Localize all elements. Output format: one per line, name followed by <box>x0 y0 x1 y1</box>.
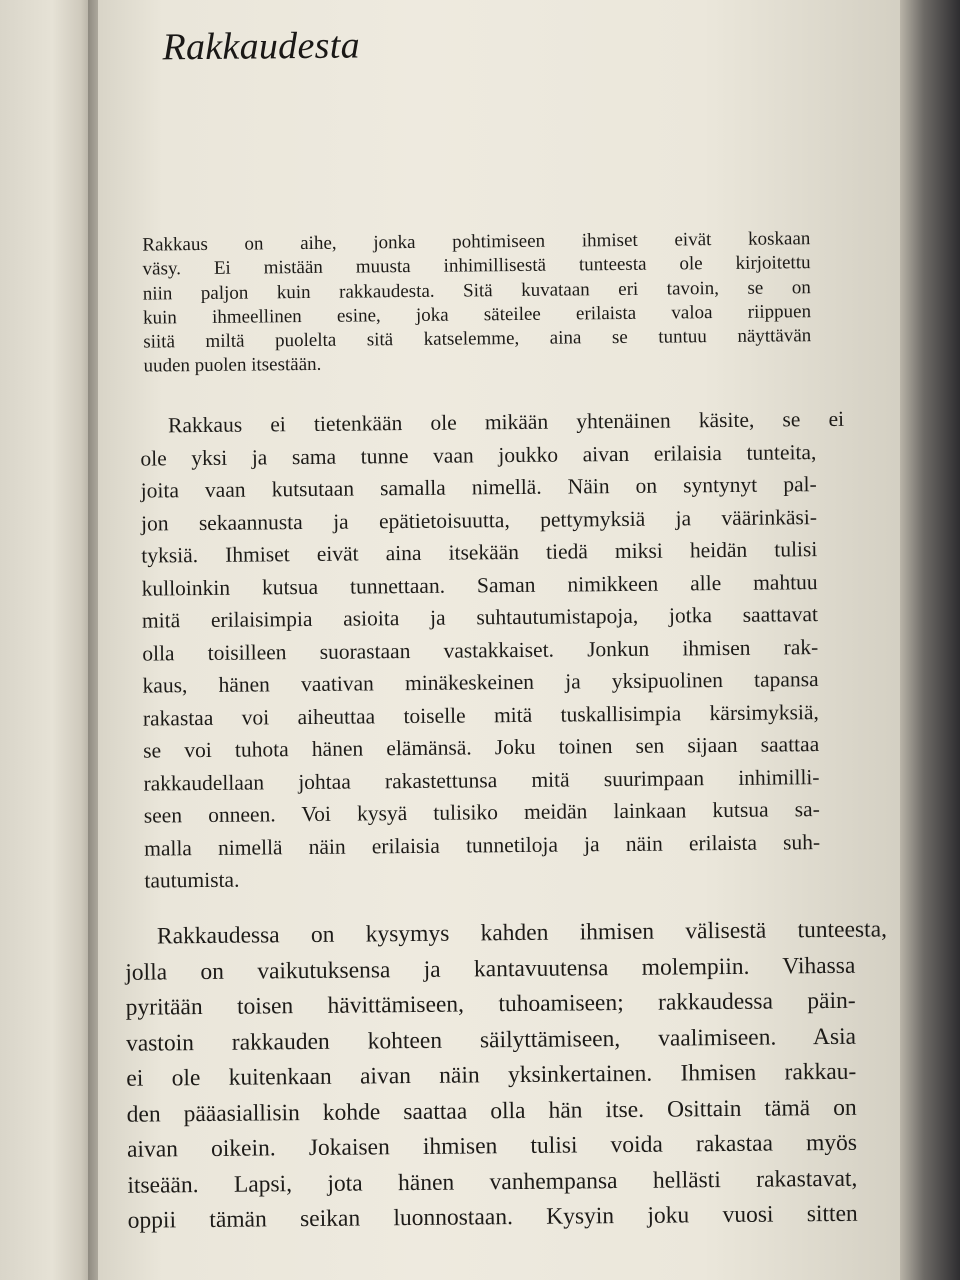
text-line: oppii tämän seikan luonnostaan. Kysyin joku vuosi sitten <box>127 1200 858 1234</box>
text-line: malla nimellä näin erilaisia tunnetiloja ja näin erilaista suh- <box>144 829 821 861</box>
text-line: ole yksi ja sama tunne vaan joukko aivan erilaisia tunteita, <box>140 439 817 471</box>
text-line: ei ole kuitenkaan aivan näin yksinkertainen. Ihmisen rakkau- <box>126 1058 857 1092</box>
text-line: seen onneen. Voi kysyä tulisiko meidän lainkaan kutsua sa- <box>143 797 820 828</box>
text-line: niin paljon kuin rakkaudesta. Sitä kuvataan eri tavoin, se on <box>142 276 811 305</box>
text-line: kaus, hänen vaativan minäkeskeinen ja yksipuolinen tapansa <box>142 667 819 698</box>
text-line: aivan oikein. Jokaisen ihmisen tulisi voida rakastaa myös <box>126 1129 858 1163</box>
text-line: väsy. Ei mistään muusta inhimillisestä tunteesta ole kirjoitettu <box>142 252 811 280</box>
text-line: tautumista. <box>144 867 240 893</box>
body-text <box>125 227 888 1234</box>
paragraph-2 <box>140 403 849 897</box>
text-line: joita vaan kutsutaan samalla nimellä. Näin on syntynyt pal- <box>140 472 817 503</box>
paragraph-1 <box>138 227 839 379</box>
text-line: Rakkaus ei tietenkään ole mikään yhtenäinen käsite, se ei <box>167 406 845 438</box>
paragraph-3 <box>125 912 890 1239</box>
text-line: kuin ihmeellinen esine, joka säteilee erilaista valoa riippuen <box>142 301 812 329</box>
left-page-edge <box>0 0 95 1280</box>
text-line: kulloinkin kutsua tunnettaan. Saman nimikkeen alle mahtuu <box>141 569 818 601</box>
text-line: olla toisilleen suorastaan vastakkaiset. Jonkun ihmisen rak- <box>142 634 819 666</box>
text-line: Rakkaus on aihe, jonka pohtimiseen ihmiset eivät koskaan <box>142 228 811 256</box>
text-line: den pääasiallisin kohde saattaa olla hän itse. Osittain tämä on <box>126 1094 857 1128</box>
chapter-title: Rakkaudesta <box>162 24 361 69</box>
text-line: uuden puolen itsestään. <box>143 354 322 378</box>
text-line: rakkaudellaan johtaa rakastettunsa mitä suurimpaan inhimilli- <box>143 764 820 796</box>
text-line: se voi tuhota hänen elämänsä. Joku toinen sen sijaan saattaa <box>143 732 820 763</box>
text-line: siitä miltä puolelta sitä katselemme, aina se tuntuu näyttävän <box>143 325 812 353</box>
text-line: itseään. Lapsi, jota hänen vanhempansa hellästi rakastavat, <box>127 1165 858 1199</box>
text-line: jon sekaannusta ja epätietoisuutta, pettymyksiä ja väärinkäsi- <box>140 504 818 536</box>
text-line: mitä erilaisimpia asioita ja suhtautumistapoja, jotka saattavat <box>141 602 819 633</box>
right-page-edge <box>900 0 960 1280</box>
text-line: tyksiä. Ihmiset eivät aina itsekään tiedä miksi heidän tulisi <box>141 537 818 568</box>
text-line: vastoin rakkauden kohteen säilyttämiseen, vaalimiseen. Asia <box>125 1023 857 1057</box>
text-line: rakastaa voi aiheuttaa toiselle mitä tuskallisimpia kärsimyksiä, <box>142 699 819 731</box>
text-line: jolla on vaikutuksensa ja kantavuutensa molempiin. Vihassa <box>125 952 856 986</box>
text-line: pyritään toisen hävittämiseen, tuhoamiseen; rakkaudessa päin- <box>125 987 856 1021</box>
text-line: Rakkaudessa on kysymys kahden ihmisen välisestä tunteesta, <box>156 916 888 950</box>
